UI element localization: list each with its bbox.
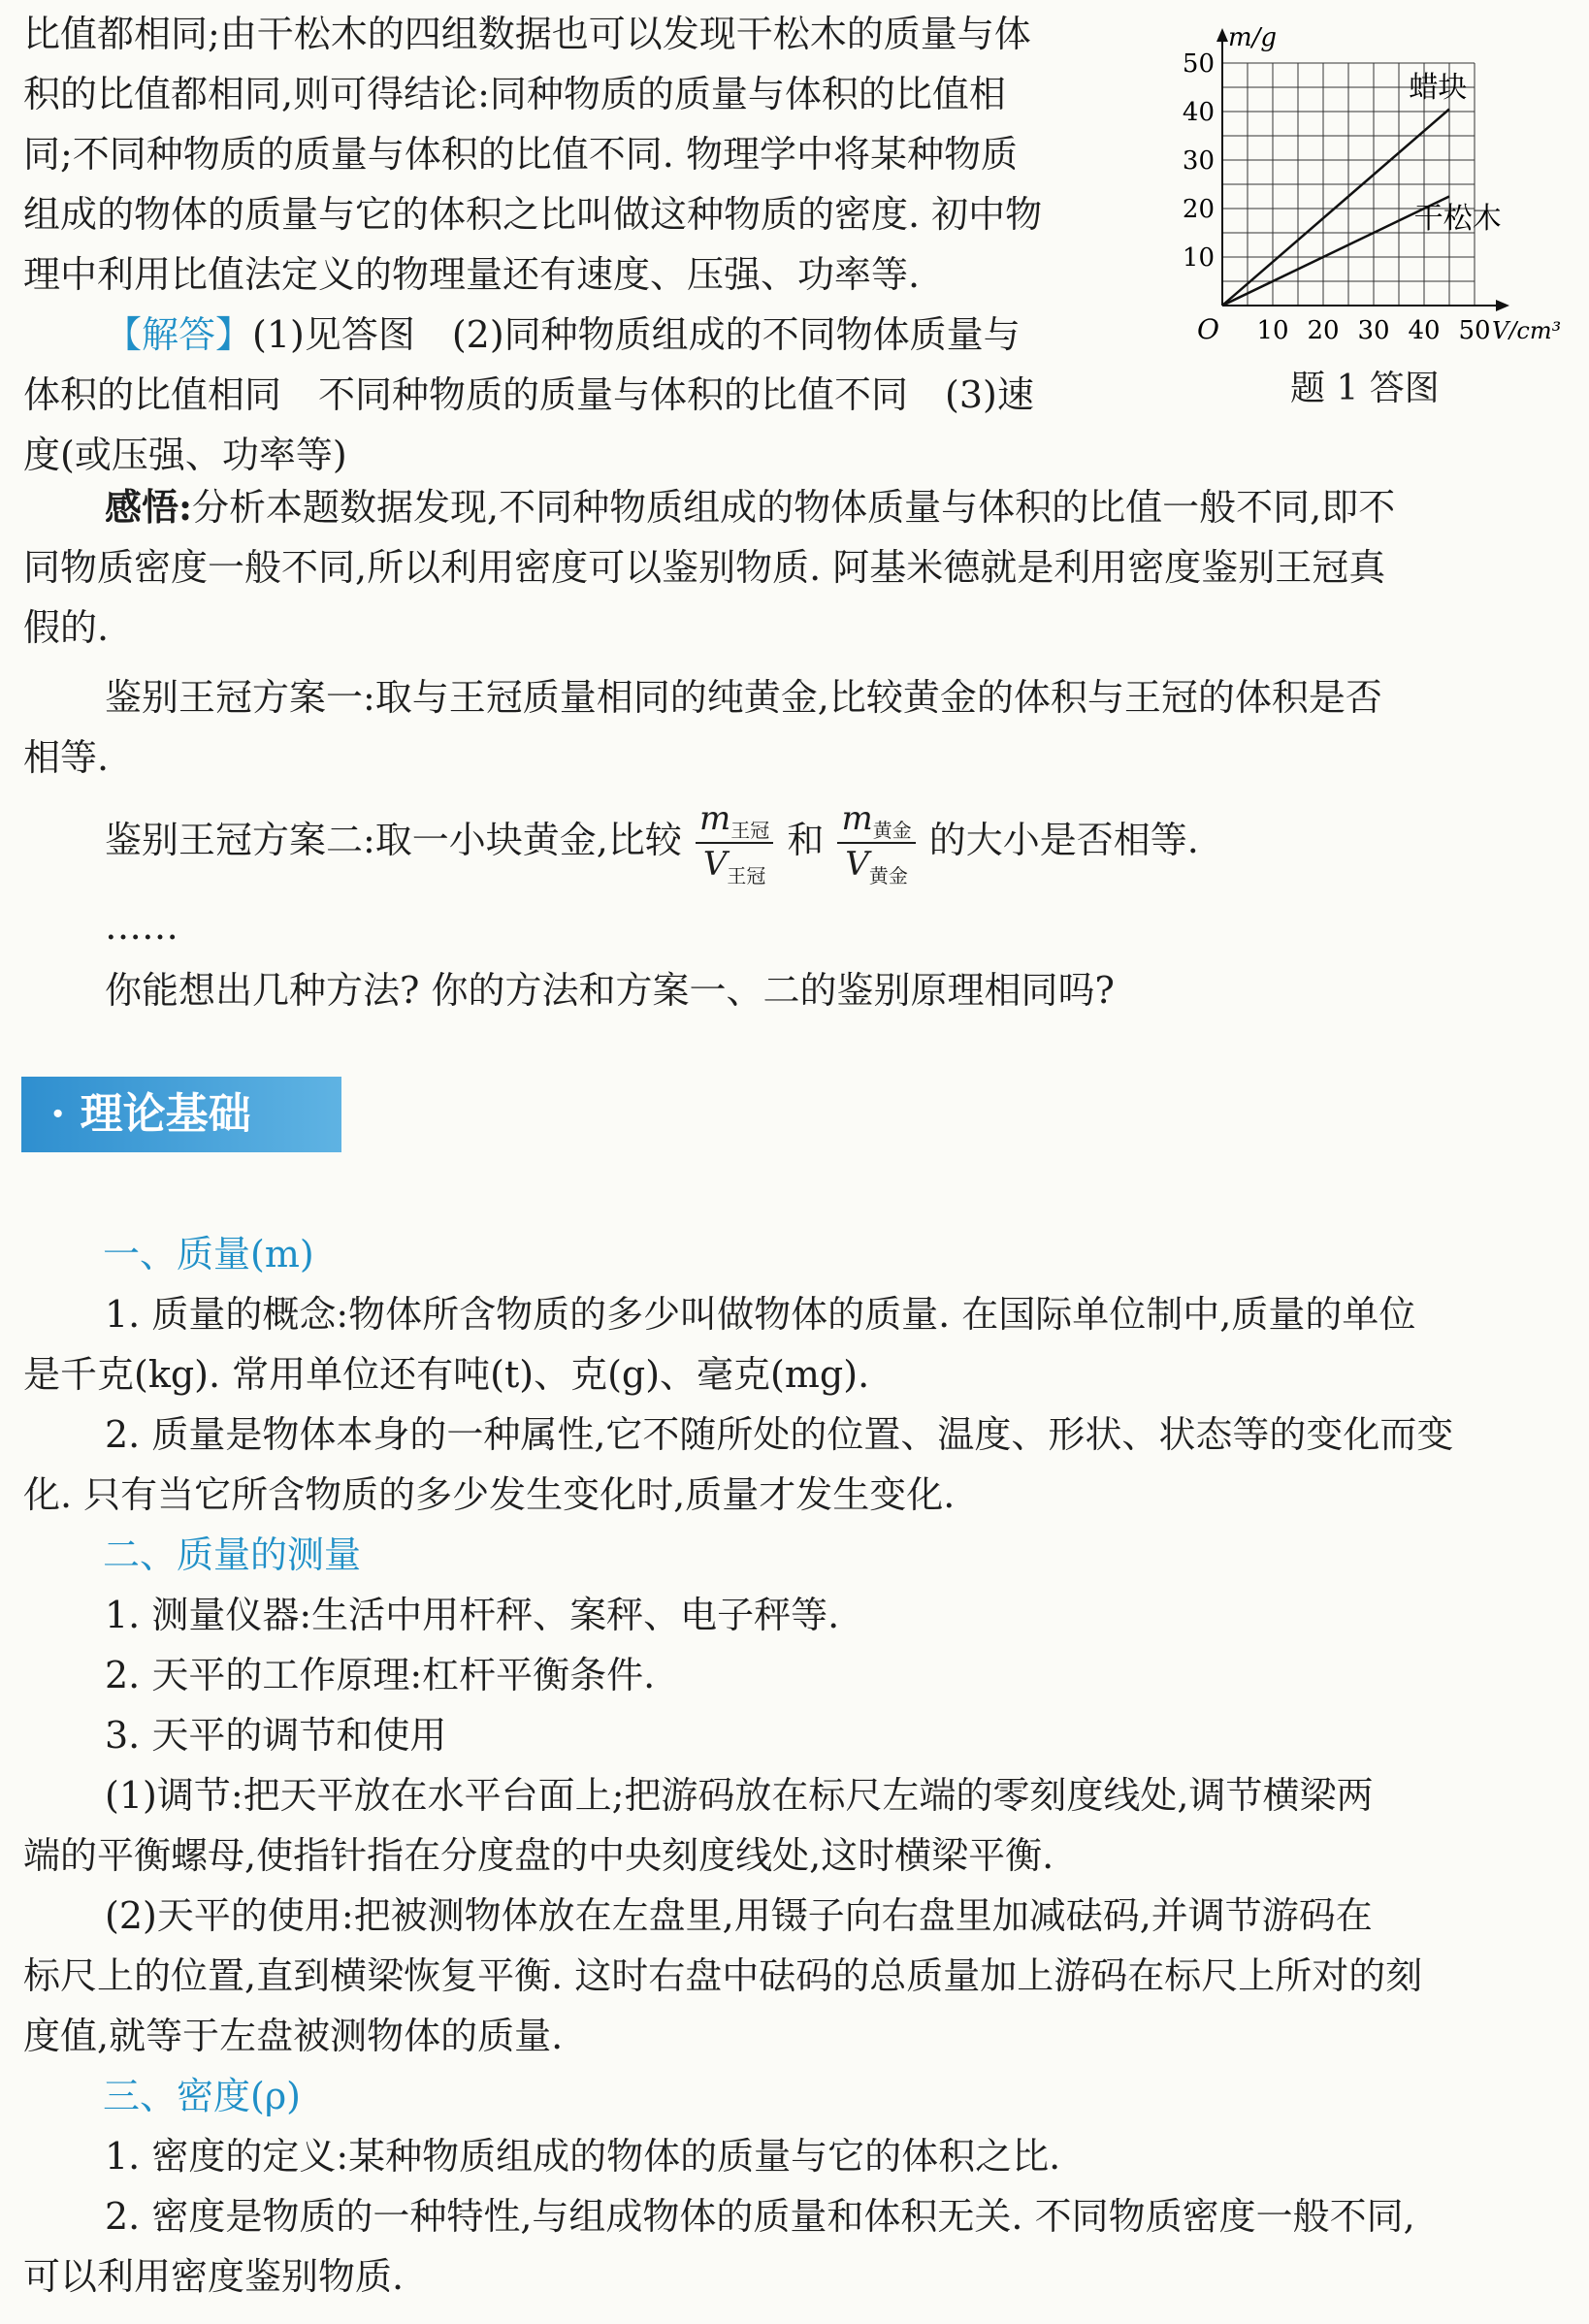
top-paragraph [23, 4, 1158, 485]
text-line: 度值,就等于左盘被测物体的质量. [23, 2015, 564, 2057]
text-line: 可以利用密度鉴别物质. [23, 2255, 405, 2298]
text-line: 1. 质量的概念:物体所含物质的多少叫做物体的质量. 在国际单位制中,质量的单位 [105, 1293, 1416, 1336]
x-tick-label: 10 [1256, 316, 1289, 339]
plan2-and: 和 [787, 819, 825, 861]
text-line: 是千克(kg). 常用单位还有吨(t)、克(g)、毫克(mg). [23, 1353, 870, 1396]
plan1-paragraph [23, 667, 1566, 788]
text-line: (2)天平的使用:把被测物体放在左盘里,用镊子向右盘里加减砝码,并调节游码在 [105, 1894, 1373, 1937]
text-line: 同;不同种物质的质量与体积的比值不同. 物理学中将某种物质 [23, 133, 1018, 176]
plan1-text: 相等. [23, 736, 110, 779]
answer-label: 【解答】 [105, 313, 253, 356]
text-line: 3. 天平的调节和使用 [105, 1714, 447, 1757]
y-axis-label: m/g [1228, 23, 1278, 52]
text-line: 1. 密度的定义:某种物质组成的物体的质量与它的体积之比. [105, 2135, 1061, 2178]
text-line: 比值都相同;由干松木的四组数据也可以发现干松木的质量与体 [23, 13, 1031, 55]
text-line: 端的平衡螺母,使指针指在分度盘的中央刻度线处,这时横梁平衡. [23, 1834, 1054, 1877]
x-axis-label: V/cm³ [1492, 317, 1562, 339]
origin-label: O [1197, 313, 1219, 339]
x-tick-label: 30 [1357, 316, 1390, 339]
text-line: 积的比值都相同,则可得结论:同种物质的质量与体积的比值相 [23, 73, 1006, 115]
figure-caption: 题 1 答图 [1290, 369, 1440, 408]
answer-line [23, 305, 1158, 365]
y-tick-label: 10 [1182, 243, 1215, 273]
mass-volume-chart [1174, 10, 1581, 417]
x-tick-label: 20 [1307, 316, 1340, 339]
fraction-crown: $\frac{m_{王冠}}{V_{王冠}}$ [696, 802, 773, 886]
plan2-prefix: 鉴别王冠方案二:取一小块黄金,比较 [105, 819, 682, 861]
plan1-text: 鉴别王冠方案一:取与王冠质量相同的纯黄金,比较黄金的体积与王冠的体积是否 [105, 676, 1382, 719]
text-line: (1)调节:把天平放在水平台面上;把游码放在标尺左端的零刻度线处,调节横梁两 [105, 1774, 1374, 1817]
text-line: 组成的物体的质量与它的体积之比叫做这种物质的密度. 初中物 [23, 193, 1043, 236]
x-tick-label: 40 [1408, 316, 1441, 339]
y-tick-label: 40 [1182, 98, 1215, 127]
section-title-measure: 二、质量的测量 [103, 1533, 362, 1576]
series-label-wood: 干松木 [1413, 202, 1502, 236]
y-tick-label: 20 [1182, 195, 1215, 224]
series-label-wax: 蜡块 [1409, 71, 1468, 105]
sec3-paragraph [23, 2126, 1566, 2307]
text-line: 化. 只有当它所含物质的多少发生变化时,质量才发生变化. [23, 1473, 956, 1516]
x-arrow [1496, 300, 1509, 311]
answer-text: (1)见答图 (2)同种物质组成的不同物体质量与 [252, 313, 1021, 356]
section-title-mass: 一、质量(m) [103, 1233, 314, 1275]
text-line: 标尺上的位置,直到横梁恢复平衡. 这时右盘中砝码的总质量加上游码在标尺上所对的刻 [23, 1954, 1423, 1997]
text-line: 2. 质量是物体本身的一种属性,它不随所处的位置、温度、形状、状态等的变化而变 [105, 1413, 1454, 1456]
section-title-density: 三、密度(ρ) [103, 2075, 301, 2117]
insight-label: 感悟: [105, 485, 193, 529]
insight-text: 同物质密度一般不同,所以利用密度可以鉴别物质. 阿基米德就是利用密度鉴别王冠真 [23, 546, 1386, 589]
y-arrow [1216, 28, 1228, 42]
insight-paragraph [23, 477, 1566, 658]
sec2-paragraph [23, 1585, 1566, 2066]
question-text: 你能想出几种方法? 你的方法和方案一、二的鉴别原理相同吗? [105, 969, 1115, 1012]
text-line: 2. 密度是物质的一种特性,与组成物体的质量和体积无关. 不同物质密度一般不同, [105, 2195, 1415, 2238]
answer-line: 体积的比值相同 不同种物质的质量与体积的比值不同 (3)速 [23, 373, 1034, 416]
plan2-paragraph [23, 798, 1589, 888]
answer-line: 度(或压强、功率等) [23, 434, 347, 476]
chart-svg [1174, 10, 1581, 339]
y-tick-label: 30 [1182, 146, 1215, 176]
fraction-gold: $\frac{m_{黄金}}{V_{黄金}}$ [837, 802, 915, 886]
plan2-suffix: 的大小是否相等. [928, 819, 1199, 861]
text-line: 2. 天平的工作原理:杠杆平衡条件. [105, 1654, 656, 1696]
insight-text: 假的. [23, 606, 110, 649]
y-tick-label: 50 [1182, 49, 1215, 79]
x-tick-label: 50 [1458, 316, 1491, 339]
text-line: 理中利用比值法定义的物理量还有速度、压强、功率等. [23, 253, 921, 296]
ellipsis: …… [105, 905, 178, 948]
section-banner: · 理论基础 [21, 1077, 341, 1152]
text-line: 1. 测量仪器:生活中用杆秤、案秤、电子秤等. [105, 1594, 840, 1636]
sec1-paragraph [23, 1284, 1566, 1525]
insight-text: 分析本题数据发现,不同种物质组成的物体质量与体积的比值一般不同,即不 [192, 486, 1396, 529]
